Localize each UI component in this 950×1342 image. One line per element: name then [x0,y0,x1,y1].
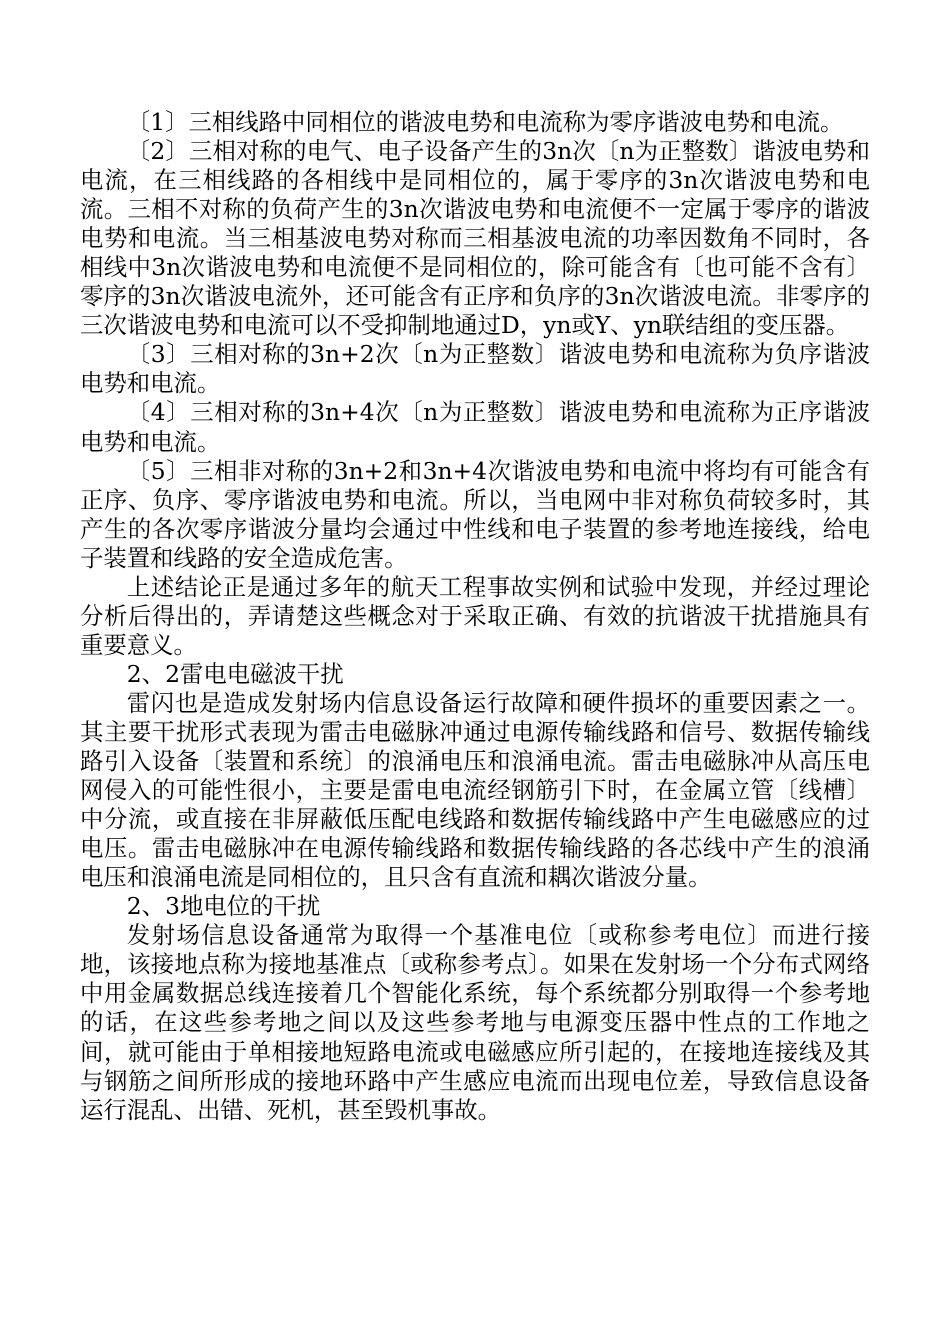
paragraph-conclusion: 上述结论正是通过多年的航天工程事故实例和试验中发现，并经过理论分析后得出的，弄请楚这些概念对于采取正确、有效的抗谐波干扰措施具有重要意义。 [80,572,870,659]
paragraph-negative-sequence: 〔3〕三相对称的3n+2次〔n为正整数〕谐波电势和电流称为负序谐波电势和电流。 [80,340,870,398]
paragraph-lightning: 雷闪也是造成发射场内信息设备运行故障和硬件损坏的重要因素之一。其主要干扰形式表现为雷击电磁脉冲通过电源传输线路和信号、数据传输线路引入设备〔装置和系统〕的浪涌电压和浪涌电流。雷击电磁脉冲从高压电网侵入的可能性很小，主要是雷电电流经钢筋引下时，在金属立管〔线槽〕中分流，或直接在非屏蔽低压配电线路和数据传输线路中产生电磁感应的过电压。雷击电磁脉冲在电源传输线路和数据传输线路的各芯线中产生的浪涌电压和浪涌电流是同相位的，且只含有直流和耦次谐波分量。 [80,688,870,892]
paragraph-positive-sequence: 〔4〕三相对称的3n+4次〔n为正整数〕谐波电势和电流称为正序谐波电势和电流。 [80,398,870,456]
document-page [80,108,870,1125]
section-heading-lightning: 2、2雷电电磁波干扰 [126,659,344,688]
paragraph-3n-harmonics: 〔2〕三相对称的电气、电子设备产生的3n次〔n为正整数〕谐波电势和电流，在三相线路的各相线中是同相位的，属于零序的3n次谐波电势和电流。三相不对称的负荷产生的3n次谐波电势和电流便不一定属于零序的谐波电势和电流。当三相基波电势对称而三相基波电流的功率因数角不同时，各相线中3n次谐波电势和电流便不是同相位的，除可能含有〔也可能不含有〕零序的3n次谐波电流外，还可能含有正序和负序的3n次谐波电流。非零序的三次谐波电势和电流可以不受抑制地通过D，yn或Y、yn联结组的变压器。 [80,137,870,340]
paragraph-asymmetric: 〔5〕三相非对称的3n+2和3n+4次谐波电势和电流中将均有可能含有正序、负序、零序谐波电势和电流。所以，当电网中非对称负荷较多时，其产生的各次零序谐波分量均会通过中性线和电子装置的参考地连接线，给电子装置和线路的安全造成危害。 [80,456,870,572]
paragraph-ground-potential: 发射场信息设备通常为取得一个基准电位〔或称参考电位〕而进行接地，该接地点称为接地基准点〔或称参考点〕。如果在发射场一个分布式网络中用金属数据总线连接着几个智能化系统，每个系统都分别取得一个参考地的话，在这些参考地之间以及这些参考地与电源变压器中性点的工作地之间，就可能由于单相接地短路电流或电磁感应所引起的，在接地连接线及其与钢筋之间所形成的接地环路中产生感应电流而出现电位差，导致信息设备运行混乱、出错、死机，甚至毁机事故。 [80,921,870,1124]
section-heading-ground-potential: 2、3地电位的干扰 [126,892,321,921]
paragraph-zero-sequence: 〔1〕三相线路中同相位的谐波电势和电流称为零序谐波电势和电流。 [126,108,844,136]
